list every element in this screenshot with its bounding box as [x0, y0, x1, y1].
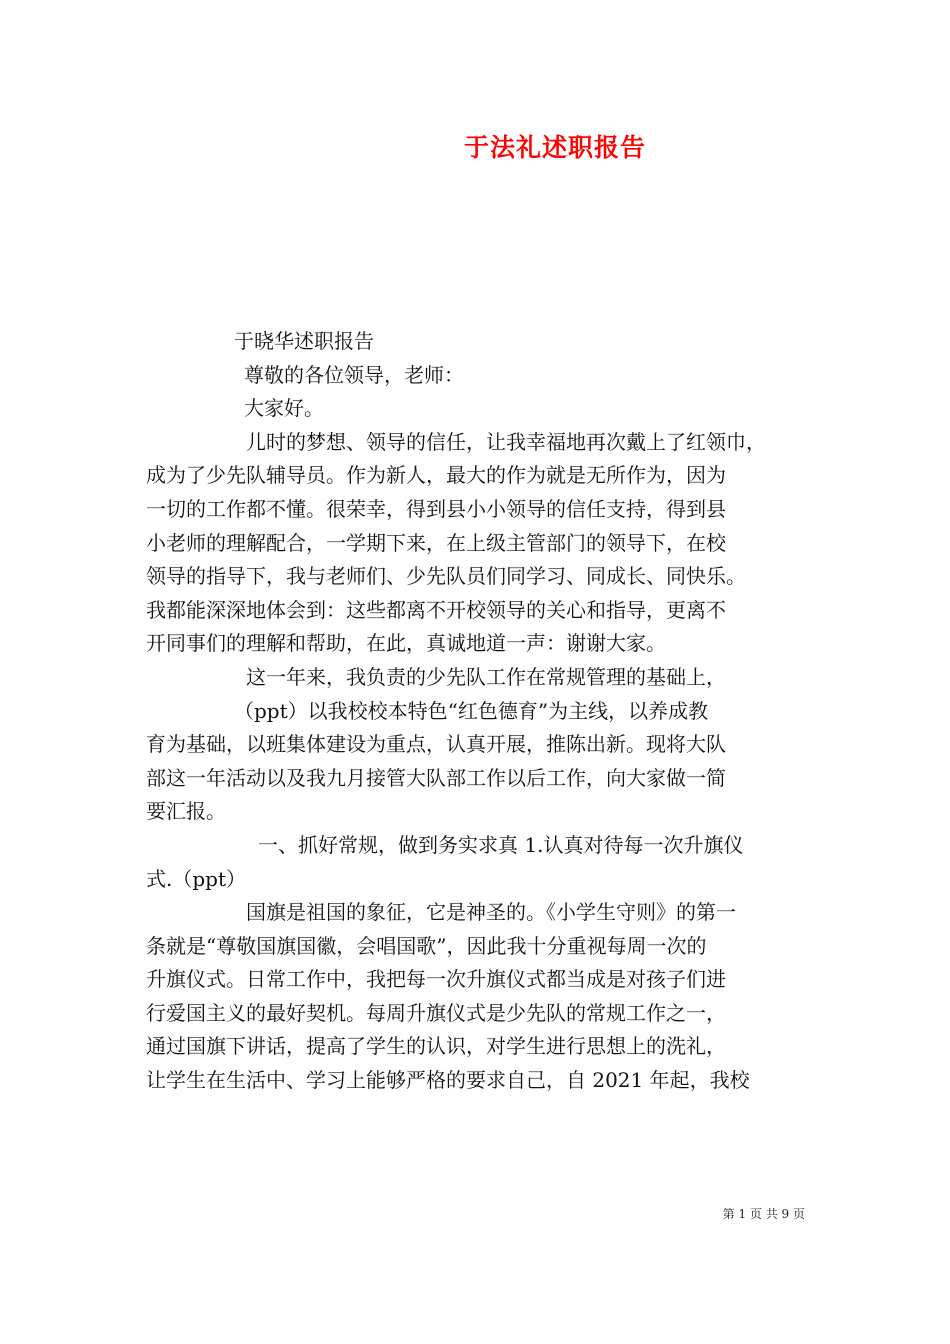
body-line: 一、抓好常规，做到务实求真 1.认真对待每一次升旗仪 [258, 832, 744, 857]
body-line: 让学生在生活中、学习上能够严格的要求自己，自 2021 年起，我校 [146, 1068, 750, 1093]
body-line: 一切的工作都不懂。很荣幸，得到县小小领导的信任支持，得到县 [146, 496, 726, 521]
body-line: 国旗是祖国的象征，它是神圣的。《小学生守则》的第一 [246, 900, 736, 925]
body-line: 通过国旗下讲话，提高了学生的认识，对学生进行思想上的洗礼， [146, 1034, 726, 1059]
body-line: 尊敬的各位领导，老师： [244, 362, 464, 387]
body-line: 升旗仪式。日常工作中，我把每一次升旗仪式都当成是对孩子们进 [146, 967, 726, 992]
body-line: 我都能深深地体会到：这些都离不开校领导的关心和指导，更离不 [146, 597, 726, 622]
body-line: 开同事们的理解和帮助，在此，真诚地道一声：谢谢大家。 [146, 631, 666, 656]
body-line: 育为基础，以班集体建设为重点，认真开展，推陈出新。现将大队 [146, 732, 726, 757]
body-line: 成为了少先队辅导员。作为新人，最大的作为就是无所作为，因为 [146, 463, 726, 488]
body-line: （ppt）以我校校本特色“红色德育”为主线，以养成教 [234, 698, 709, 723]
body-line: 这一年来，我负责的少先队工作在常规管理的基础上， [246, 664, 726, 689]
body-line: 于晓华述职报告 [234, 329, 374, 353]
page-footer: 第 1 页 共 9 页 [722, 1207, 805, 1221]
body-line: 条就是“尊敬国旗国徽，会唱国歌”，因此我十分重视每周一次的 [146, 933, 707, 958]
body-line: 领导的指导下，我与老师们、少先队员们同学习、同成长、同快乐。 [146, 564, 746, 589]
body-line: 部这一年活动以及我九月接管大队部工作以后工作，向大家做一简 [146, 765, 726, 790]
body-line: 大家好。 [244, 396, 324, 421]
body-line: 儿时的梦想、领导的信任，让我幸福地再次戴上了红领巾， [246, 429, 766, 454]
body-line: 小老师的理解配合，一学期下来，在上级主管部门的领导下，在校 [146, 530, 726, 555]
body-line: 式.（ppt） [146, 866, 246, 891]
document-title: 于法礼述职报告 [463, 133, 646, 162]
body-line: 要汇报。 [146, 799, 226, 824]
document-body [146, 325, 826, 1098]
body-line: 行爱国主义的最好契机。每周升旗仪式是少先队的常规工作之一， [146, 1000, 726, 1025]
